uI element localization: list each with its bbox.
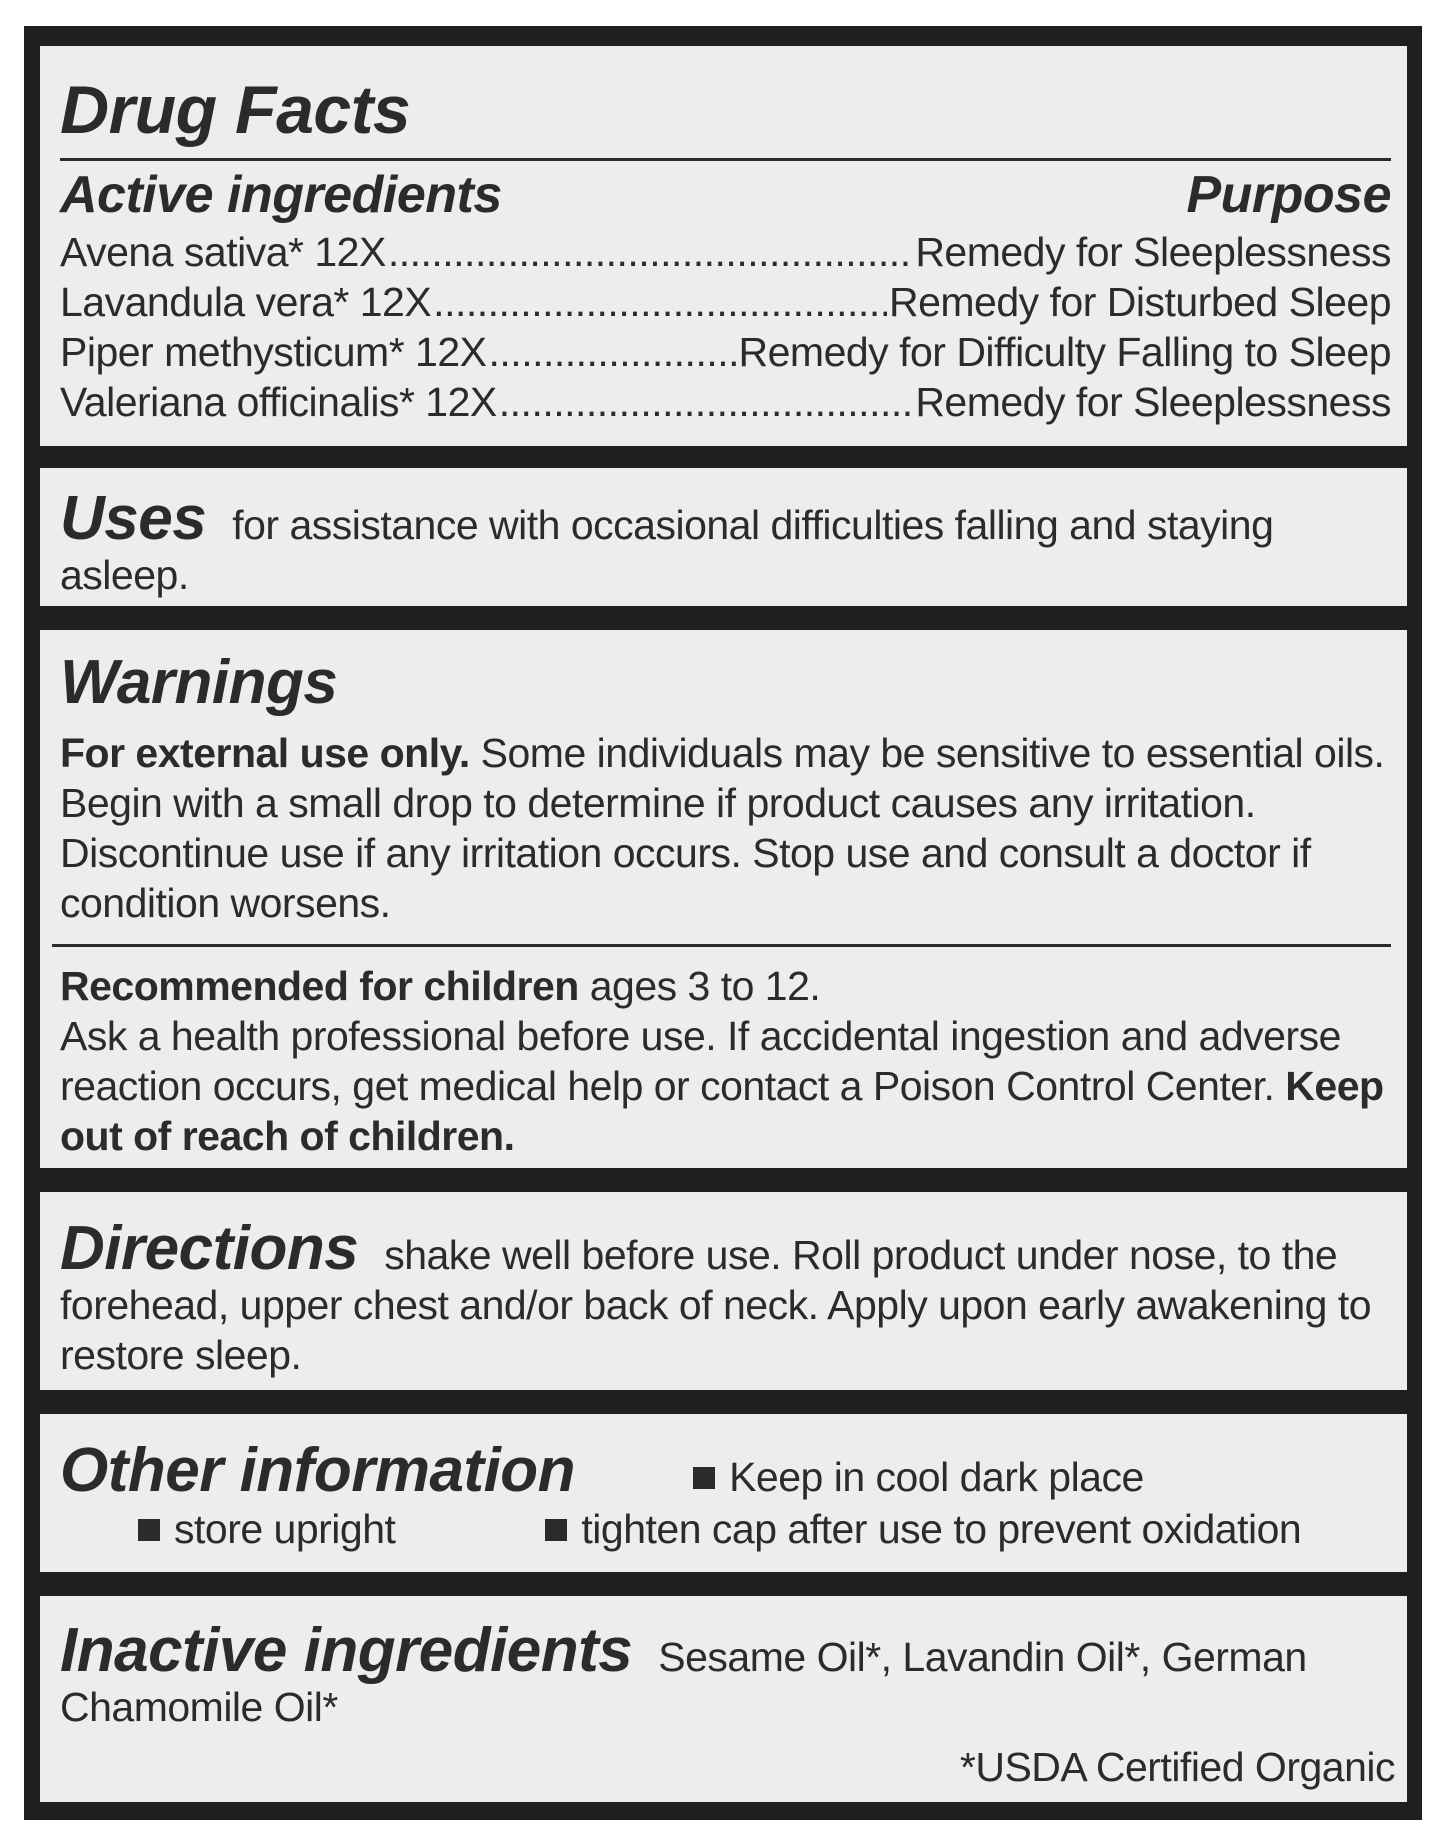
other-info-text: tighten cap after use to prevent oxidation: [581, 1506, 1302, 1552]
dot-leader: [499, 377, 914, 427]
inactive-text-block: [60, 1616, 1391, 1732]
active-ingredients-heading: Active ingredients: [60, 166, 502, 224]
ingredient-list: [60, 227, 1391, 427]
other-info-text: store upright: [174, 1506, 396, 1552]
ingredient-purpose: Remedy for Sleeplessness: [915, 379, 1391, 425]
other-info-item: [138, 1504, 395, 1554]
directions-text: shake well before use. Roll product under nose, to the forehead, upper chest and/or back of neck. Apply upon early awakening to restore sleep.: [60, 1232, 1372, 1378]
directions-heading: Directions: [60, 1214, 359, 1283]
uses-text: for assistance with occasional difficulties falling and staying asleep.: [60, 502, 1274, 598]
active-ingredients-header: [60, 167, 1391, 223]
ingredient-name: Lavandula vera* 12X: [60, 279, 432, 325]
ingredient-name: Avena sativa* 12X: [60, 229, 386, 275]
active-ingredients-panel: [40, 46, 1407, 446]
warnings-panel: [40, 630, 1407, 1168]
ingredient-purpose: Remedy for Disturbed Sleep: [888, 279, 1391, 325]
other-info-item: [693, 1452, 1144, 1502]
bullet-square-icon: [693, 1467, 715, 1489]
ask-professional-warning: [60, 1011, 1391, 1161]
warnings-heading: Warnings: [60, 648, 338, 717]
drug-facts-label: [24, 26, 1422, 1820]
ask-text: Ask a health professional before use. If accidental ingestion and adverse reaction occurs, get medical help or contact a Poison Control Center.: [60, 1013, 1341, 1109]
ingredient-purpose: Remedy for Sleeplessness: [915, 229, 1391, 275]
other-info-text: Keep in cool dark place: [729, 1454, 1144, 1500]
ingredient-row: [60, 227, 1391, 277]
other-info-line-2: [60, 1504, 1391, 1554]
drug-facts-title: Drug Facts: [60, 72, 411, 148]
directions-text-block: [60, 1214, 1391, 1380]
other-information-panel: [40, 1414, 1407, 1572]
external-use-text: Some individuals may be sensitive to essential oils. Begin with a small drop to determine if product causes any irritation. Discontinue use if any irritation occurs. Stop use and consult a doctor if condition worsens.: [60, 730, 1385, 926]
uses-text-block: [60, 484, 1391, 600]
ingredient-name: Valeriana officinalis* 12X: [60, 379, 497, 425]
inactive-ingredients-heading: Inactive ingredients: [60, 1616, 633, 1685]
external-use-bold: For external use only.: [60, 730, 470, 776]
inactive-ingredients-panel: [40, 1596, 1407, 1802]
external-use-warning: [60, 728, 1391, 928]
bullet-square-icon: [545, 1519, 567, 1541]
dot-leader: [489, 327, 737, 377]
bullet-square-icon: [138, 1519, 160, 1541]
ingredient-name: Piper methysticum* 12X: [60, 329, 487, 375]
other-information-heading: Other information: [60, 1436, 576, 1505]
keep-out-of-reach: Keep out of reach of children.: [60, 1063, 1384, 1159]
uses-panel: [40, 468, 1407, 606]
other-info-item: [545, 1504, 1301, 1554]
ingredient-row: [60, 277, 1391, 327]
dot-leader: [388, 227, 914, 277]
inactive-ingredients-text: Sesame Oil*, Lavandin Oil*, German Chamomile Oil*: [60, 1634, 1307, 1730]
usda-footnote: *USDA Certified Organic: [959, 1744, 1395, 1790]
purpose-heading: Purpose: [1186, 166, 1391, 224]
ingredient-row: [60, 377, 1391, 427]
dot-leader: [433, 277, 887, 327]
title-rule: [60, 158, 1391, 161]
ingredient-purpose: Remedy for Difficulty Falling to Sleep: [738, 329, 1391, 375]
children-text: ages 3 to 12.: [578, 963, 821, 1009]
other-info-line-1: [60, 1436, 1391, 1505]
uses-heading: Uses: [60, 484, 207, 553]
children-bold: Recommended for children: [60, 963, 579, 1009]
children-recommendation: [60, 961, 1391, 1011]
directions-panel: [40, 1192, 1407, 1390]
warnings-rule: [52, 944, 1391, 947]
ingredient-row: [60, 327, 1391, 377]
